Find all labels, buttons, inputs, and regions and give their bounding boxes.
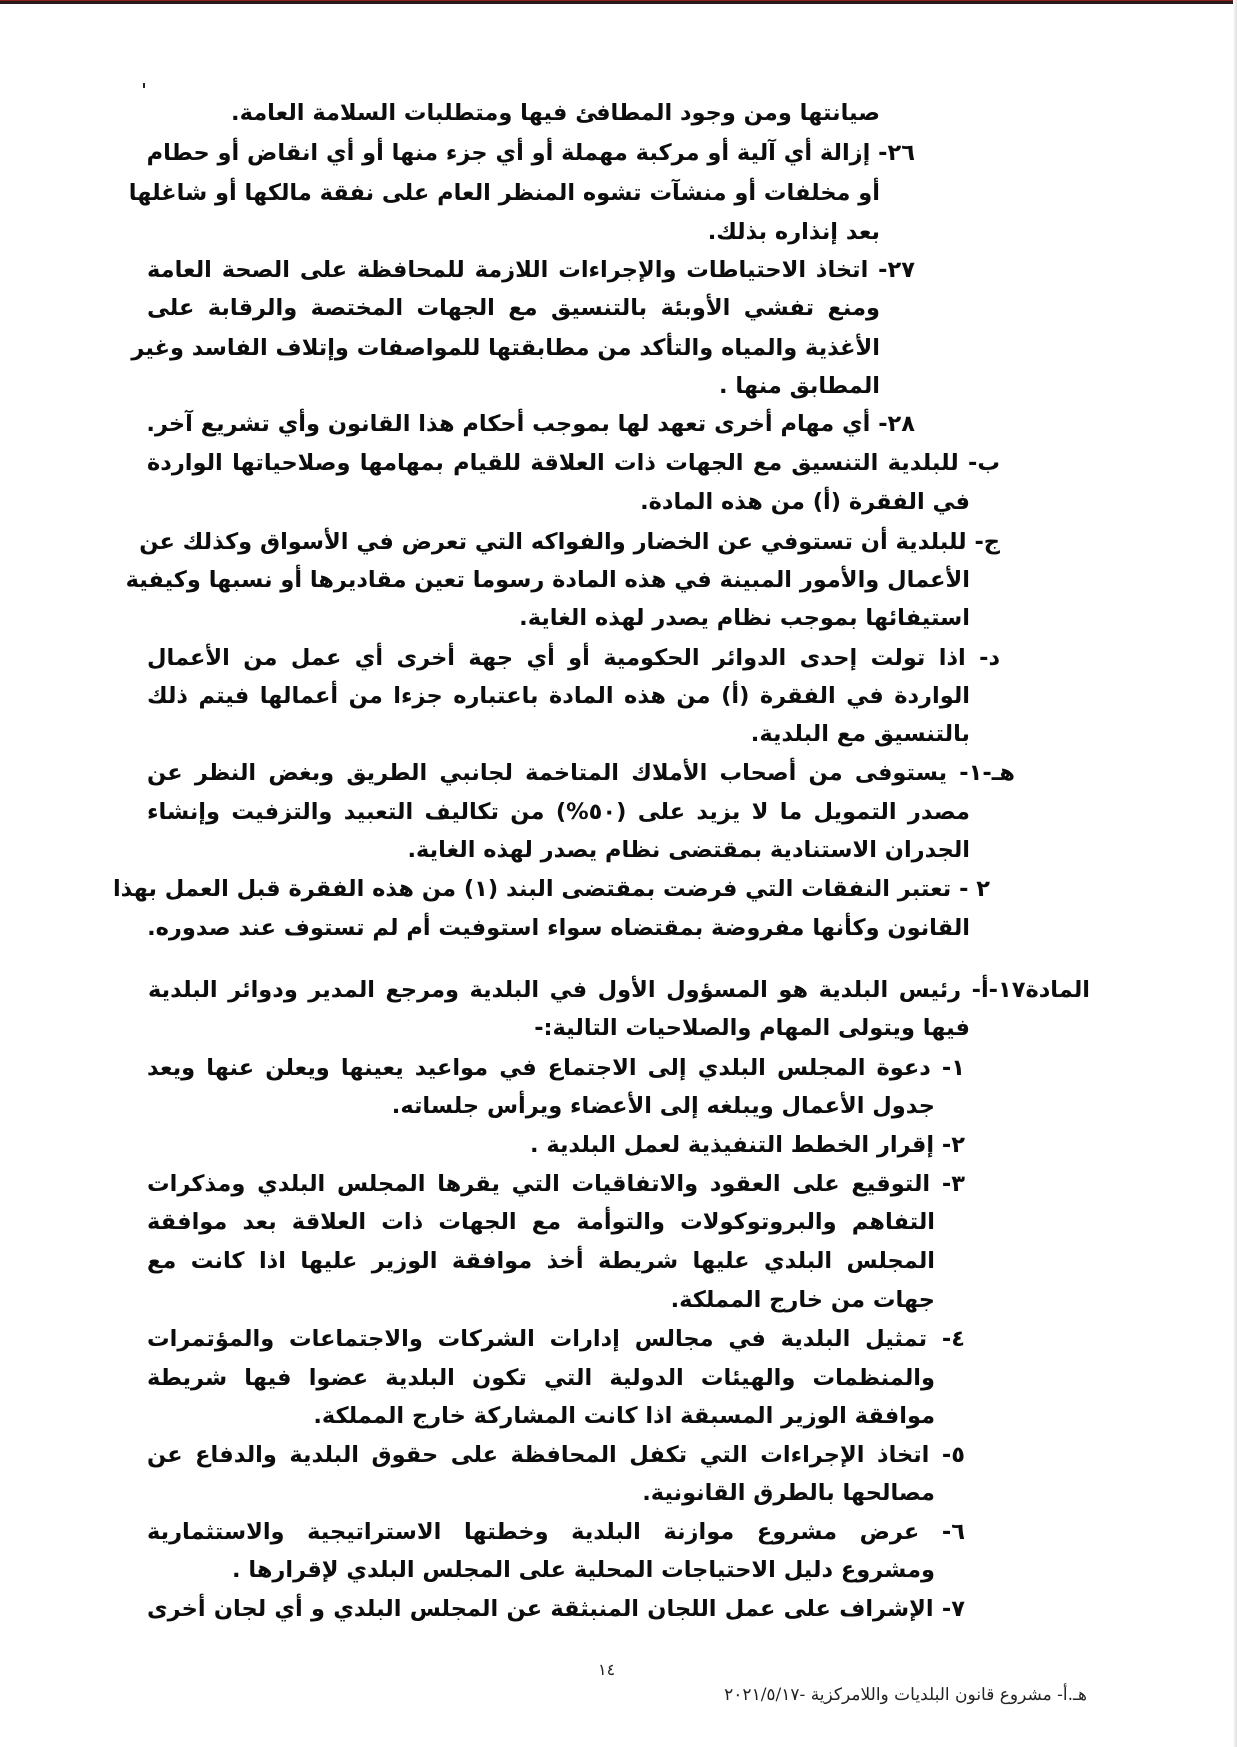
text-line: مصالحها بالطرق القانونية. (642, 1480, 935, 1506)
page-number: ١٤ (598, 1660, 616, 1679)
text-line: ٦- عرض مشروع موازنة البلدية وخطتها الاستراتيجية والاستثمارية (147, 1519, 965, 1545)
text-line: المطابق منها . (719, 373, 880, 399)
text-line: ٢ - تعتبر النفقات التي فرضت بمقتضى البند (١) من هذه الفقرة قبل العمل بهذا (112, 876, 990, 902)
text-line: صيانتها ومن وجود المطافئ فيها ومتطلبات السلامة العامة. (231, 100, 880, 126)
text-line: ٤- تمثيل البلدية في مجالس إدارات الشركات والاجتماعات والمؤتمرات (147, 1326, 965, 1352)
text-line: التفاهم والبروتوكولات والتوأمة مع الجهات ذات العلاقة بعد موافقة (147, 1209, 935, 1235)
text-line: ٢- إقرار الخطط التنفيذية لعمل البلدية . (529, 1132, 965, 1158)
text-line: مصدر التمويل ما لا يزيد على (٥٠%) من تكاليف التعبيد والتزفيت وإنشاء (147, 799, 970, 825)
text-line: ج- للبلدية أن تستوفي عن الخضار والفواكه التي تعرض في الأسواق وكذلك عن (139, 529, 1000, 555)
text-line: ب- للبلدية التنسيق مع الجهات ذات العلاقة للقيام بمهامها وصلاحياتها الواردة (147, 450, 1000, 476)
text-line: ٢٦- إزالة أي آلية أو مركبة مهملة أو أي جزء منها أو أي انقاض أو حطام (146, 140, 915, 166)
text-line: بعد إنذاره بذلك. (707, 219, 880, 245)
text-line: ٥- اتخاذ الإجراءات التي تكفل المحافظة على حقوق البلدية والدفاع عن (147, 1442, 965, 1468)
text-line: فيها ويتولى المهام والصلاحيات التالية:- (534, 1015, 970, 1041)
text-line: ومشروع دليل الاحتياجات المحلية على المجلس البلدي لإقرارها . (231, 1557, 935, 1583)
text-line: بالتنسيق مع البلدية. (750, 721, 970, 747)
text-line: أو مخلفات أو منشآت تشوه المنظر العام على نفقة مالكها أو شاغلها (128, 180, 880, 206)
text-line: الأعمال والأمور المبينة في هذه المادة رسوما تعين مقاديرها أو نسبها وكيفية (125, 567, 970, 593)
text-line: د- اذا تولت إحدى الدوائر الحكومية أو أي جهة أخرى أي عمل من الأعمال (147, 645, 1000, 671)
text-line: القانون وكأنها مفروضة بمقتضاه سواء استوفيت أم لم تستوف عند صدوره. (147, 915, 970, 941)
text-line: ١- دعوة المجلس البلدي إلى الاجتماع في مواعيد يعينها ويعلن عنها ويعد (147, 1055, 965, 1081)
text-line: استيفائها بموجب نظام يصدر لهذه الغاية. (519, 605, 970, 631)
text-line: والمنظمات والهيئات الدولية التي تكون البلدية عضوا فيها شريطة (147, 1365, 935, 1391)
text-line: ومنع تفشي الأوبئة بالتنسيق مع الجهات المختصة والرقابة على (147, 295, 880, 321)
footer-caption: هـ.أ- مشروع قانون البلديات واللامركزية -٢٠٢١/٥/١٧ (724, 1685, 1087, 1705)
text-line: الواردة في الفقرة (أ) من هذه المادة باعتباره جزءا من أعمالها فيتم ذلك (147, 683, 970, 709)
text-line: ٢٨- أي مهام أخرى تعهد لها بموجب أحكام هذا القانون وأي تشريع آخر. (146, 411, 915, 437)
text-line: موافقة الوزير المسبقة اذا كانت المشاركة خارج المملكة. (313, 1403, 935, 1429)
text-line: جهات من خارج المملكة. (670, 1287, 935, 1313)
text-line: الأغذية والمياه والتأكد من مطابقتها للمواصفات وإتلاف الفاسد وغير (131, 335, 880, 361)
text-line: ٢٧- اتخاذ الاحتياطات والإجراءات اللازمة للمحافظة على الصحة العامة (147, 257, 915, 283)
text-line: ٣- التوقيع على العقود والاتفاقيات التي يقرها المجلس البلدي ومذكرات (147, 1171, 965, 1197)
text-line: المادة١٧-أ- رئيس البلدية هو المسؤول الأول في البلدية ومرجع المدير ودوائر البلدية (148, 977, 1090, 1003)
text-line: جدول الأعمال ويبلغه إلى الأعضاء ويرأس جلساته. (391, 1093, 935, 1119)
text-line: الجدران الاستنادية بمقتضى نظام يصدر لهذه الغاية. (407, 837, 970, 863)
text-line: هـ-١- يستوفى من أصحاب الأملاك المتاخمة لجانبي الطريق وبغض النظر عن (147, 760, 1015, 786)
text-line: ٧- الإشراف على عمل اللجان المنبثقة عن المجلس البلدي و أي لجان أخرى (147, 1596, 965, 1622)
text-line: في الفقرة (أ) من هذه المادة. (640, 489, 970, 515)
text-line: المجلس البلدي عليها شريطة أخذ موافقة الوزير عليها اذا كانت مع (147, 1248, 935, 1274)
